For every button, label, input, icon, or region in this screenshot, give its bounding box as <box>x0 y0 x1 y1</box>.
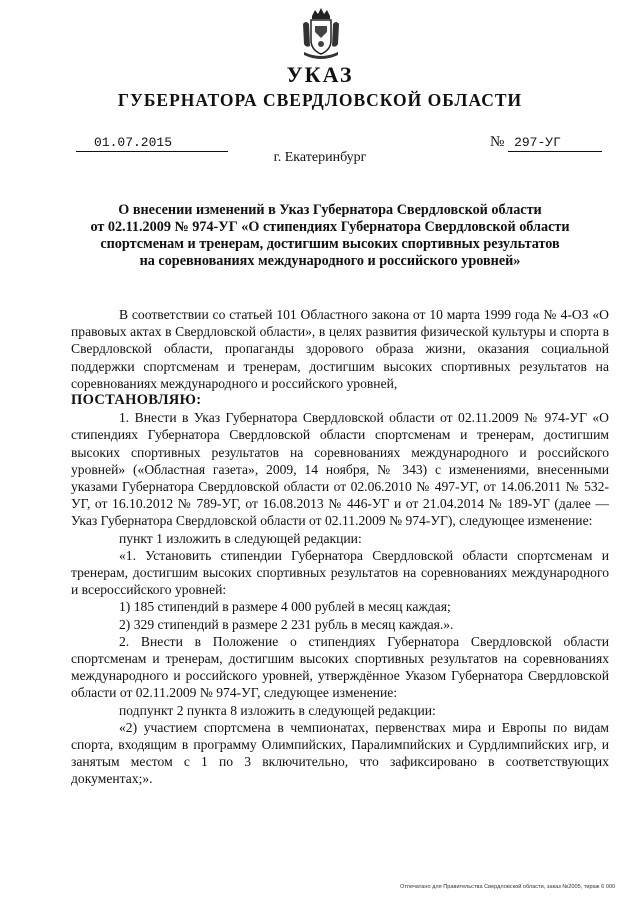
preamble-paragraph: В соответствии со статьей 101 Областного закона от 10 марта 1999 года № 4-ОЗ «О правовых актах в Свердловской области», в целях развития физической культуры и спорта в Свердловской области, пропаганды здорового образа жизни, оказания социальной поддержки спортсменам и тренерам, достигшим высоких спортивных результатов на соревнованиях международного и российского уровней, <box>71 307 609 391</box>
print-footer-note: Отпечатано для Правительства Свердловской области, заказ №2005, тираж 6 000 <box>400 884 616 890</box>
item-2-quote: «2) участием спортсмена в чемпионатах, первенствах мира и Европы по видам спорта, входящим в программу Олимпийских, Паралимпийских и Сурдлимпийских игр, и занятым местом с 1 по 3 включительно, что зафиксировано в соответствующих документах;». <box>71 719 609 787</box>
item-2-subparagraph: подпункт 2 пункта 8 изложить в следующей редакции: <box>119 702 436 718</box>
document-subtitle: ГУБЕРНАТОРА СВЕРДЛОВСКОЙ ОБЛАСТИ <box>117 90 523 110</box>
coat-of-arms-icon <box>300 6 342 60</box>
number-sign: № <box>490 134 505 150</box>
item-2-paragraph: 2. Внести в Положение о стипендиях Губернатора Свердловской области спортсменам и тренерам, достигшим высоких спортивных результатов на соревнованиях международного и российского уровней, утверждённое Указом Губернатора Свердловской области от 02.11.2009 № 974-УГ, следующее изменение: <box>71 633 609 701</box>
document-date: 01.07.2015 <box>76 135 228 152</box>
item-1-list-entry: 2) 329 стипендий в размере 2 231 рубль в месяц каждая.». <box>119 616 454 632</box>
item-1-subparagraph: пункт 1 изложить в следующей редакции: <box>119 530 362 546</box>
item-1-paragraph: 1. Внести в Указ Губернатора Свердловской области от 02.11.2009 № 974-УГ «О стипендиях Губернатора Свердловской области спортсменам и тренерам, достигшим высоких спортивных результатов на соревнованиях международного и российского уровней» («Областная газета», 2009, 14 ноября, № 343) с изменениями, внесенными указами Губернатора Свердловской области от 02.06.2010 № 497-УГ, от 14.06.2011 № 532-УГ, от 16.10.2012 № 789-УГ, от 16.08.2013 № 446-УГ и от 21.04.2014 № 189-УГ (далее — Указ Губернатора Свердловской области от 02.11.2009 № 974-УГ), следующее изменение: <box>71 410 609 529</box>
item-1-list-entry: 1) 185 стипендий в размере 4 000 рублей в месяц каждая; <box>119 599 451 615</box>
heading-line: спортсменам и тренерам, достигшим высоких спортивных результатов <box>100 236 560 252</box>
document-city: г. Екатеринбург <box>273 150 367 165</box>
document-heading <box>60 202 600 270</box>
heading-line: на соревнованиях международного и российского уровней» <box>139 253 521 269</box>
heading-line: О внесении изменений в Указ Губернатора Свердловской области <box>118 202 542 218</box>
item-1-quote: «1. Установить стипендии Губернатора Свердловской области спортсменам и тренерам, достигшим высоких спортивных результатов на соревнованиях международного и всероссийского уровней: <box>71 547 609 598</box>
document-body <box>71 306 609 788</box>
heading-line: от 02.11.2009 № 974-УГ «О стипендиях Губернатора Свердловской области <box>90 219 570 235</box>
resolve-heading: ПОСТАНОВЛЯЮ: <box>71 392 202 409</box>
document-title: УКАЗ <box>286 62 354 87</box>
number-value: 297-УГ <box>508 135 602 152</box>
